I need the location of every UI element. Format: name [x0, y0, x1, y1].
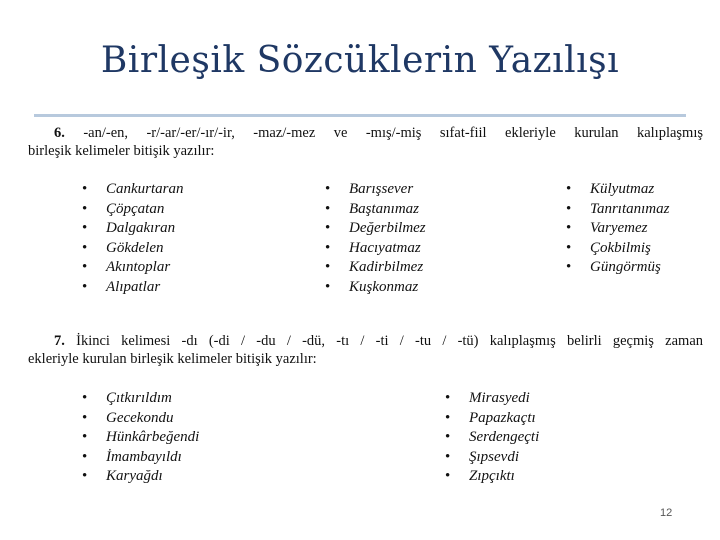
- list-item: • Serdengeçti: [445, 428, 539, 448]
- list-item: • Kuşkonmaz: [325, 278, 426, 298]
- list-item: • Çıtkırıldım: [82, 389, 199, 409]
- rule-6-list-col-1: [82, 180, 184, 297]
- list-item: • Tanrıtanımaz: [566, 200, 669, 220]
- list-item: • Kadirbilmez: [325, 258, 426, 278]
- list-item: • Şıpsevdi: [445, 448, 539, 468]
- rule-7-list-col-1: [82, 389, 199, 487]
- list-item: • Hünkârbeğendi: [82, 428, 199, 448]
- slide-title: Birleşik Sözcüklerin Yazılışı: [100, 40, 620, 81]
- list-item: • Karyağdı: [82, 467, 199, 487]
- rule-7-line-1: [28, 332, 703, 350]
- list-item: • Güngörmüş: [566, 258, 669, 278]
- rule-6-line-1: [28, 124, 703, 142]
- rule-7-list-col-2: [445, 389, 539, 487]
- list-item: • Akıntoplar: [82, 258, 184, 278]
- list-item: • Değerbilmez: [325, 219, 426, 239]
- title-divider: [34, 114, 686, 117]
- rule-6-list-col-2: [325, 180, 426, 297]
- list-item: • Mirasyedi: [445, 389, 539, 409]
- list-item: • Baştanımaz: [325, 200, 426, 220]
- rule-6-number: 6.: [54, 125, 65, 141]
- list-item: • Alıpatlar: [82, 278, 184, 298]
- rule-7-line-2: ekleriyle kurulan birleşik kelimeler bitişik yazılır:: [28, 351, 317, 367]
- list-item: • İmambayıldı: [82, 448, 199, 468]
- list-item: • Külyutmaz: [566, 180, 669, 200]
- list-item: • Papazkaçtı: [445, 409, 539, 429]
- rule-7-paragraph: [28, 332, 703, 368]
- list-item: • Dalgakıran: [82, 219, 184, 239]
- list-item: • Barışsever: [325, 180, 426, 200]
- rule-6-paragraph: [28, 124, 703, 160]
- list-item: • Gökdelen: [82, 239, 184, 259]
- list-item: • Zıpçıktı: [445, 467, 539, 487]
- rule-7-text-1: İkinci kelimesi -dı (-di / -du / -dü, -tı / -ti / -tu / -tü) kalıplaşmış belirli geçmiş zaman: [76, 333, 703, 349]
- list-item: • Gecekondu: [82, 409, 199, 429]
- list-item: • Varyemez: [566, 219, 669, 239]
- list-item: • Cankurtaran: [82, 180, 184, 200]
- list-item: • Çokbilmiş: [566, 239, 669, 259]
- list-item: • Çöpçatan: [82, 200, 184, 220]
- page-number: 12: [660, 507, 673, 519]
- rule-6-list-col-3: [566, 180, 669, 278]
- list-item: • Hacıyatmaz: [325, 239, 426, 259]
- rule-6-line-2: birleşik kelimeler bitişik yazılır:: [28, 143, 215, 159]
- rule-7-number: 7.: [54, 333, 65, 349]
- rule-6-text-1: -an/-en, -r/-ar/-er/-ır/-ir, -maz/-mez ve -mış/-miş sıfat-fiil ekleriyle kurulan kalıplaşmış: [83, 125, 703, 141]
